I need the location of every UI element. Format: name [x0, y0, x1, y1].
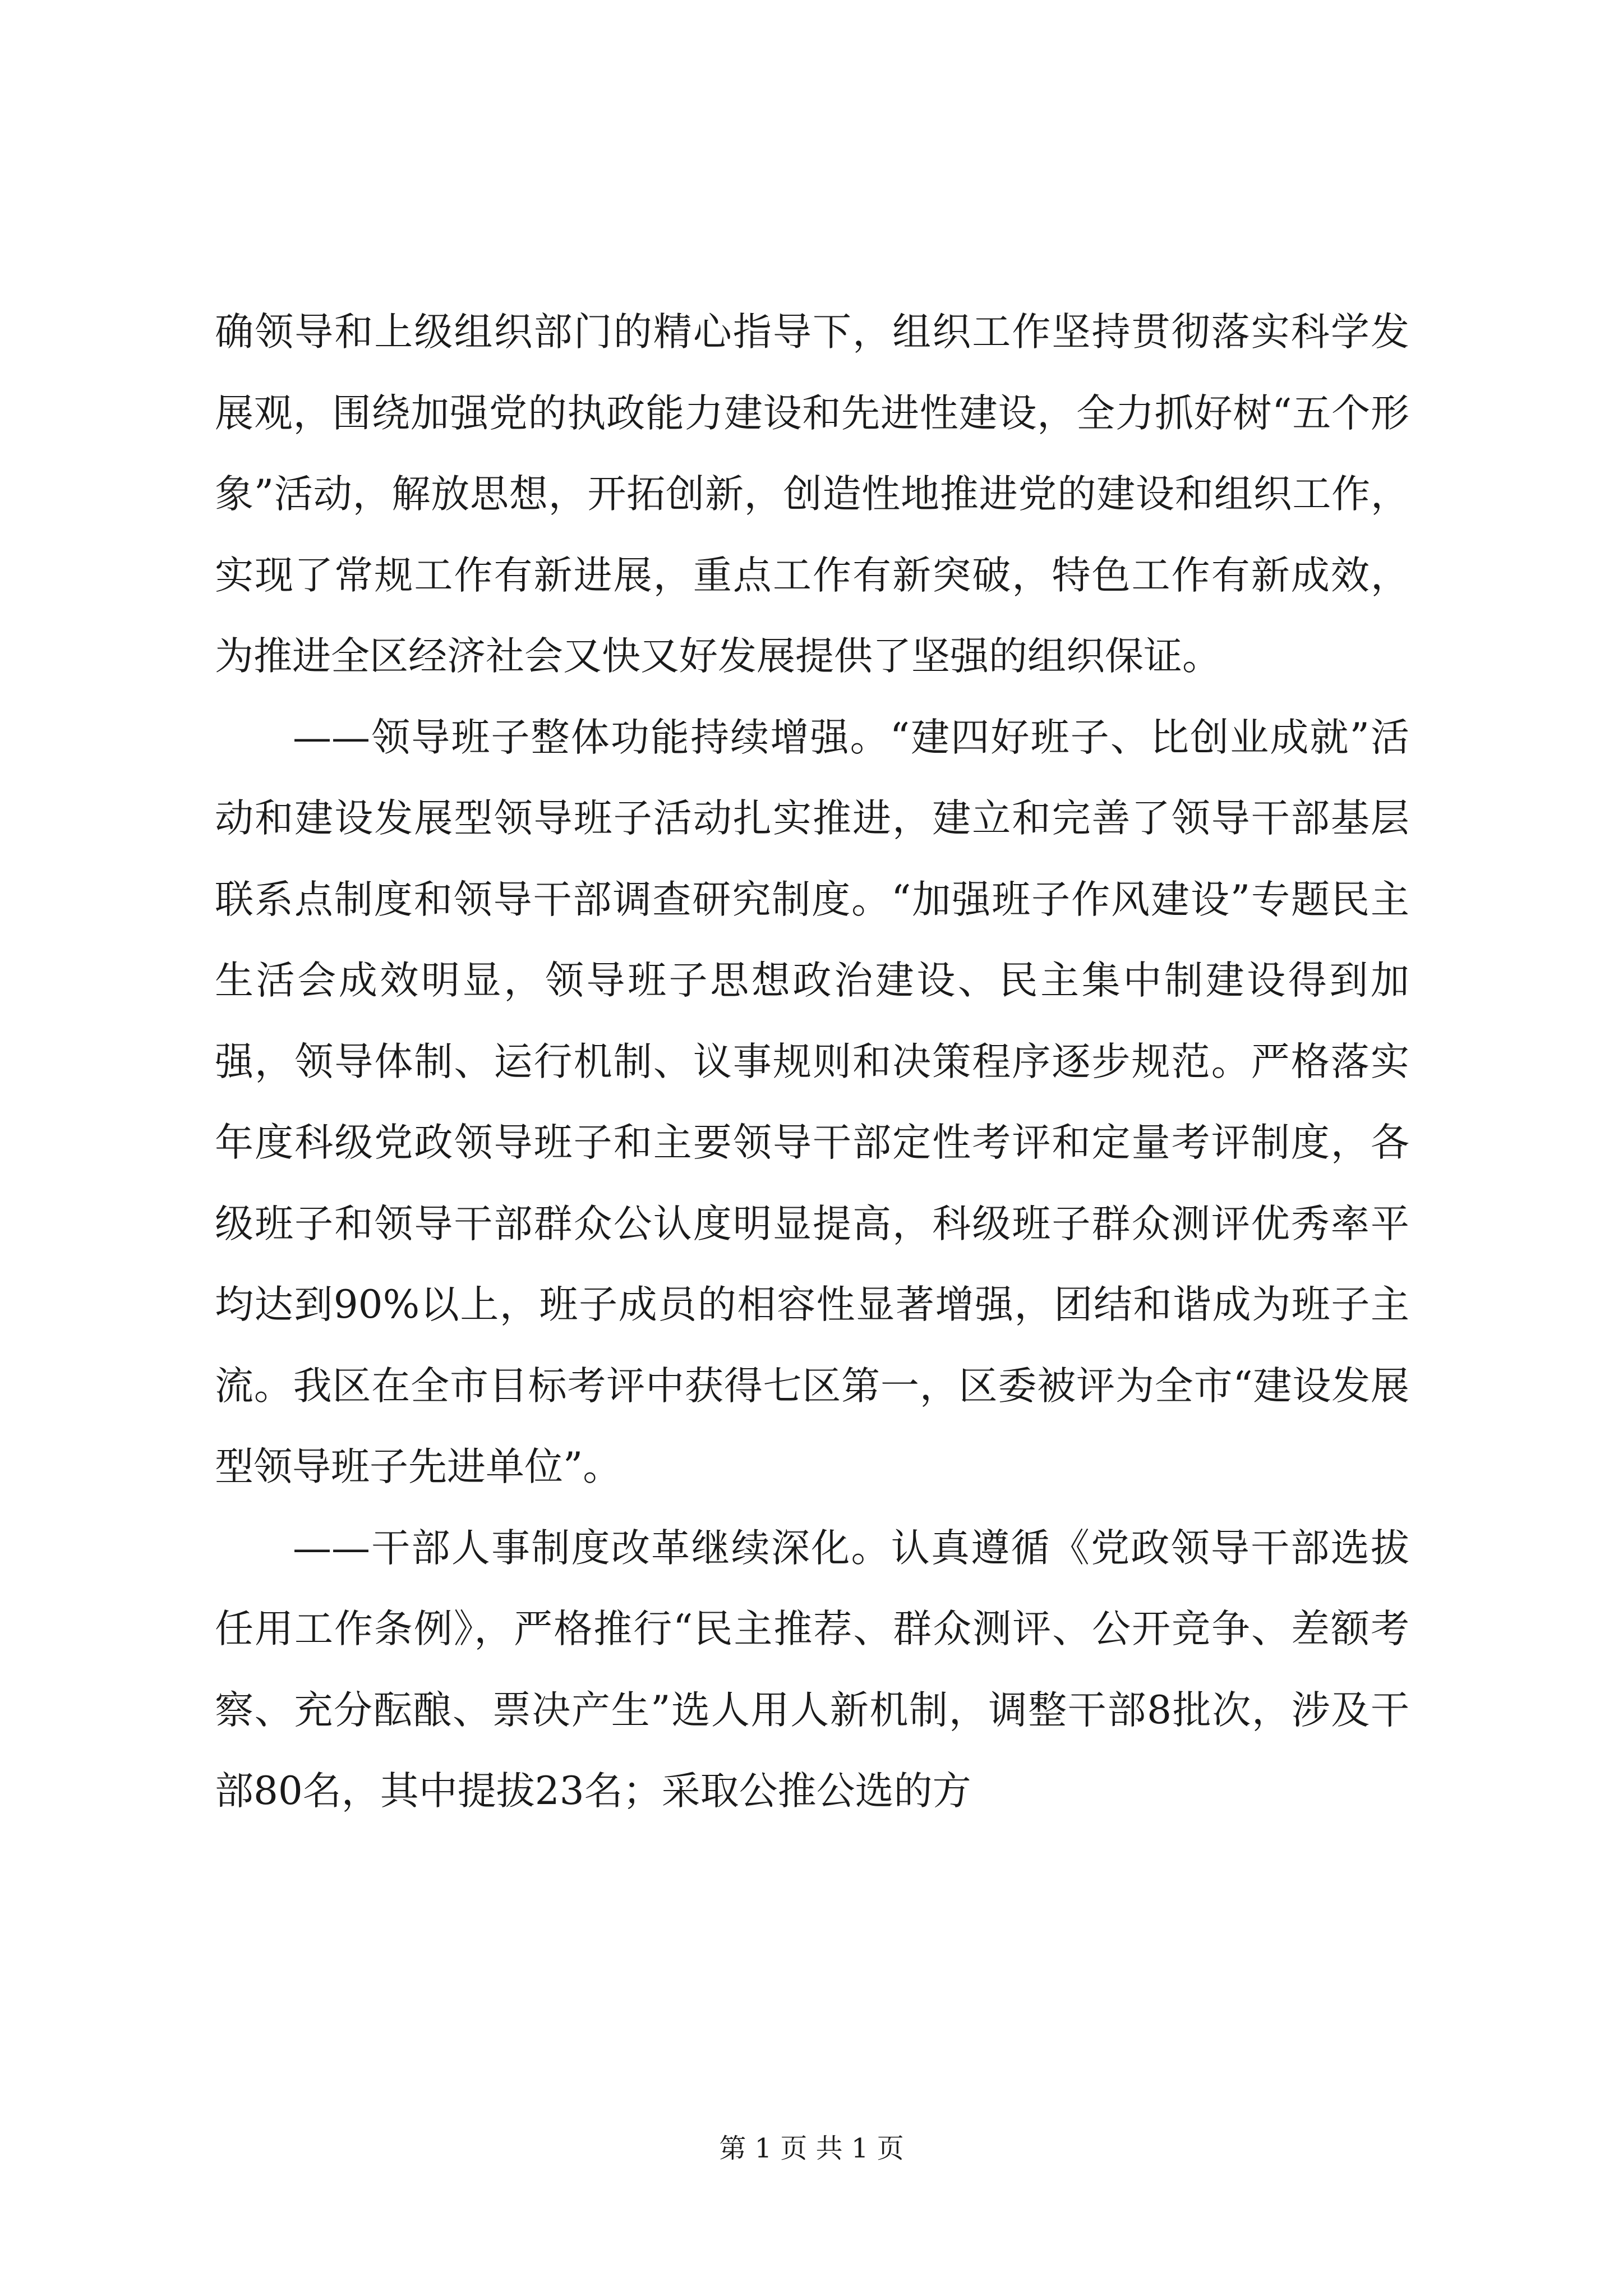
paragraph-personnel-reform: ——干部人事制度改革继续深化。认真遵循《党政领导干部选拔任用工作条例》，严格推行“民主推荐、群众测评、公开竞争、差额考察、充分酝酿、票决产生”选人用人新机制，调整干部8批次，涉及干部80名，其中提拔23名；采取公推公选的方 [215, 1525, 1409, 1814]
page-footer [0, 2132, 1623, 2165]
page-number-label: 第 1 页 共 1 页 [719, 2133, 904, 2164]
paragraph-intro: 确领导和上级组织部门的精心指导下，组织工作坚持贯彻落实科学发展观，围绕加强党的执政能力建设和先进性建设，全力抓好树“五个形象”活动，解放思想，开拓创新，创造性地推进党的建设和组织工作，实现了常规工作有新进展，重点工作有新突破，特色工作有新成效，为推进全区经济社会又快又好发展提供了坚强的组织保证。 [215, 310, 1409, 679]
paragraph-leadership-team: ——领导班子整体功能持续增强。“建四好班子、比创业成就”活动和建设发展型领导班子活动扎实推进，建立和完善了领导干部基层联系点制度和领导干部调查研究制度。“加强班子作风建设”专题民主生活会成效明显，领导班子思想政治建设、民主集中制建设得到加强，领导体制、运行机制、议事规则和决策程序逐步规范。严格落实年度科级党政领导班子和主要领导干部定性考评和定量考评制度，各级班子和领导干部群众公认度明显提高，科级班子群众测评优秀率平均达到90%以上，班子成员的相容性显著增强，团结和谐成为班子主流。我区在全市目标考评中获得七区第一，区委被评为全市“建设发展型领导班子先进单位”。 [215, 715, 1409, 1489]
document-body [215, 292, 1409, 1832]
